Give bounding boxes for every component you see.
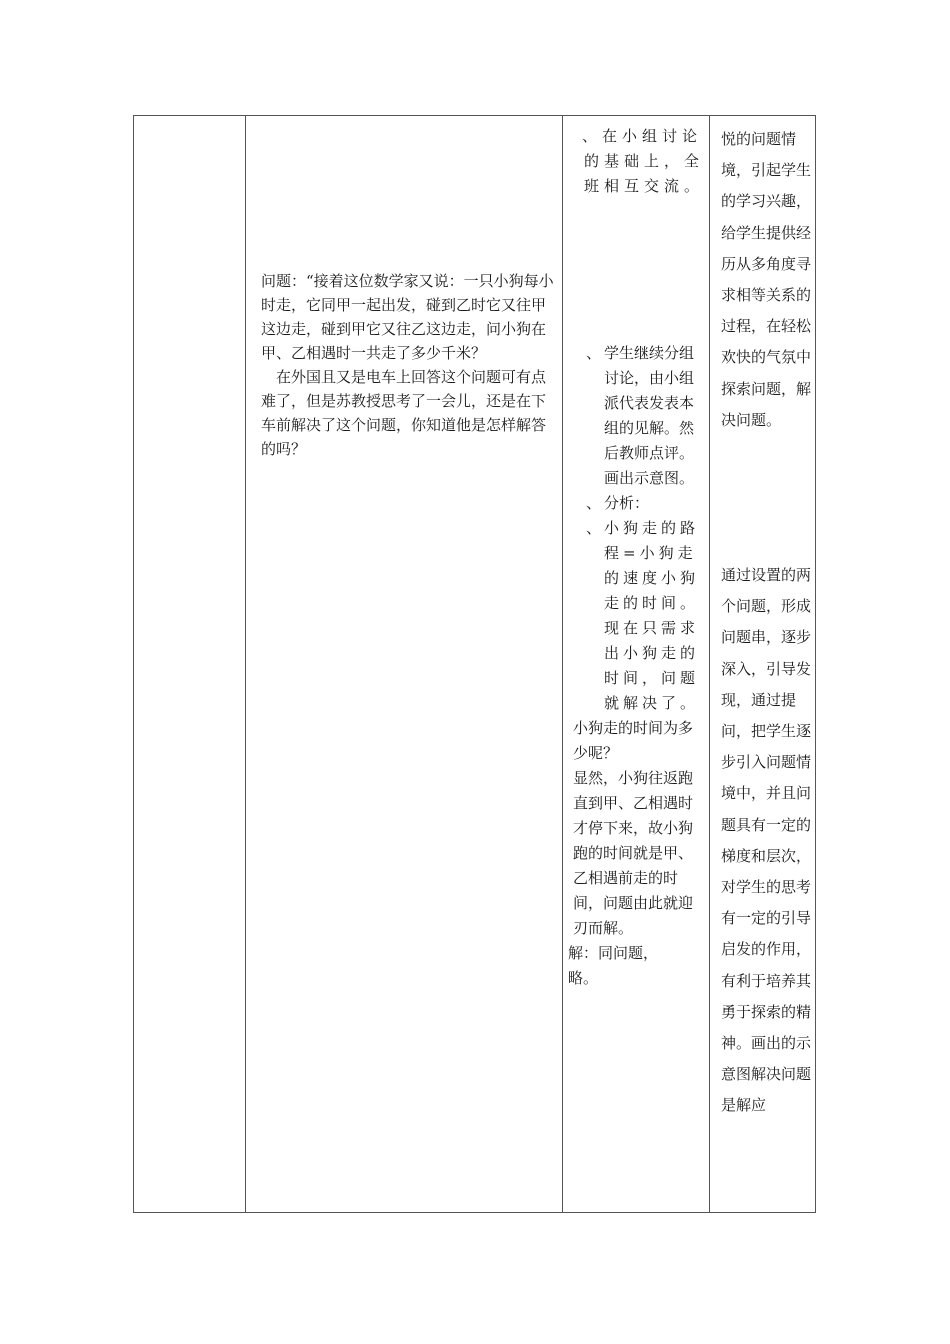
problem-text: 问题：“接着这位数学家又说：一只小狗每小时走，它同甲一起出发，碰到乙时它又往甲这边走，碰到甲它又往乙这边走，问小狗在甲、乙相遇时一共走了多少千米？ [261, 272, 554, 362]
list-mark: 、 [586, 344, 602, 362]
list-mark: 、 [582, 127, 603, 145]
problem-followup-text: 在外国且又是电车上回答这个问题可有点难了，但是苏教授思考了一会儿，还是在下车前解决了这个问题，你知道他是怎样解答的吗？ [261, 368, 547, 458]
intent-text-1: 悦的问题情境，引起学生的学习兴趣，给学生提供经历从多角度寻求相等关系的过程，在轻松欢快的气氛中探索问题，解决问题。 [721, 130, 812, 429]
column-divider [562, 116, 563, 1212]
column-divider [709, 116, 710, 1212]
activity-solution-end: 略。 [568, 969, 599, 987]
activity-question-time: 小狗走的时间为多少呢？ [573, 719, 694, 762]
intent-cell-lower [721, 560, 813, 1122]
list-mark: 、 [586, 494, 602, 512]
activity-cell-lower [568, 341, 706, 991]
activity-analysis: 、 分析： [568, 491, 706, 516]
activity-explanation: 显然，小狗往返跑直到甲、乙相遇时才停下来，故小狗跑的时间就是甲、乙相遇前走的时间，问题由此就迎刃而解。 [573, 769, 694, 937]
activity-solution: 解：同问题， [568, 944, 659, 962]
intent-cell [721, 124, 813, 436]
column-divider [245, 116, 246, 1212]
list-mark: 、 [586, 519, 606, 537]
activity-route: 、 小狗走的路程=小狗走的速度小狗走的时间。现在只需求出小狗走的时间，问题就解决了。 [568, 516, 706, 716]
content-cell [261, 269, 556, 461]
activity-group: 、 学生继续分组讨论，由小组派代表发表本组的见解。然后教师点评。画出示意图。 [568, 341, 706, 491]
activity-discuss: 、在小组讨论的基础上，全班相互交流。 [582, 127, 705, 195]
lesson-table [133, 115, 816, 1213]
intent-text-2: 通过设置的两个问题，形成问题串，逐步深入，引导发现，通过提问，把学生逐步引入问题情境中，并且问题具有一定的梯度和层次，对学生的思考有一定的引导启发的作用，有利于培养其勇于探索的精神。画出的示意图解决问题是解应 [721, 566, 812, 1115]
activity-cell [568, 124, 706, 199]
